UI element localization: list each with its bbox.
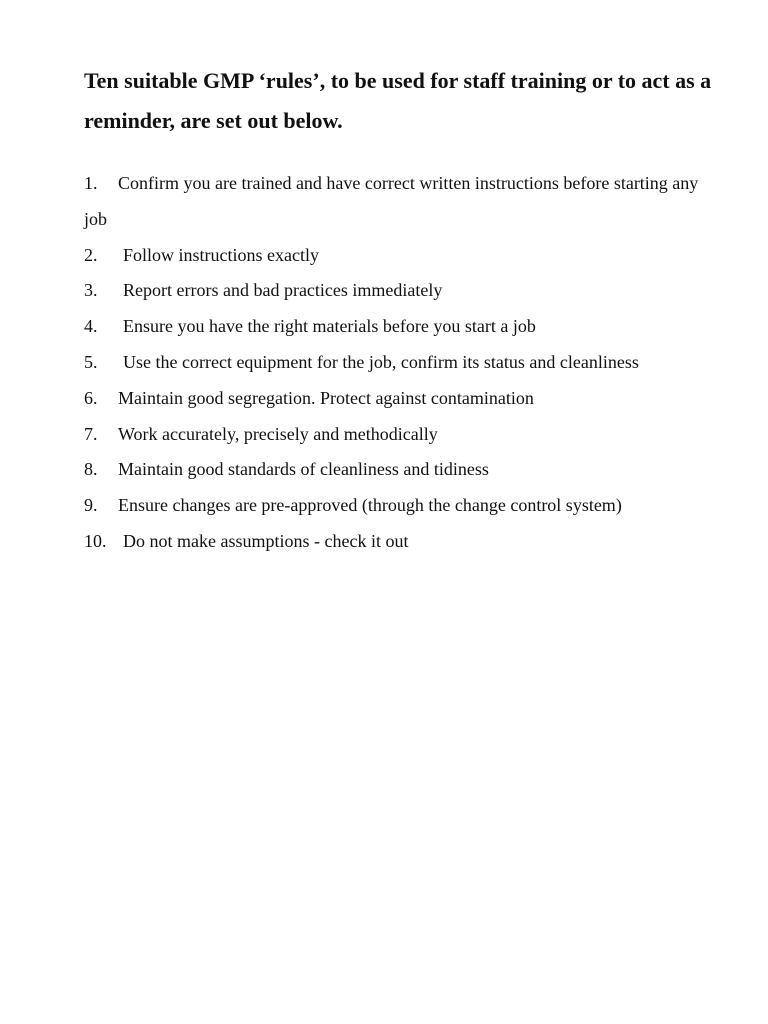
rule-number: 10. <box>84 530 107 551</box>
rule-text: Work accurately, precisely and methodically <box>118 423 438 444</box>
rule-number: 8. <box>84 459 98 480</box>
rule-number: 5. <box>84 351 98 372</box>
rule-text: Maintain good segregation. Protect against contamination <box>118 387 534 408</box>
rule-number: 1. <box>84 173 98 193</box>
rule-text: Maintain good standards of cleanliness and tidiness <box>118 459 489 480</box>
rule-item-2 <box>84 238 744 274</box>
rule-number: 4. <box>84 316 98 337</box>
rule-item-7 <box>84 417 744 453</box>
rule-text: Confirm you are trained and have correct written instructions before starting any job <box>84 173 699 229</box>
rule-number: 3. <box>84 280 98 301</box>
gmp-rules-list <box>84 166 744 560</box>
rule-number: 7. <box>84 423 98 444</box>
rule-text: Use the correct equipment for the job, confirm its status and cleanliness <box>123 351 639 372</box>
rule-item-10 <box>84 524 744 560</box>
rule-text: Follow instructions exactly <box>123 244 319 265</box>
rule-item-8 <box>84 452 744 488</box>
rule-text: Report errors and bad practices immediately <box>123 280 443 301</box>
rule-item-9 <box>84 488 744 524</box>
rule-item-1 <box>84 166 704 238</box>
rule-text: Ensure you have the right materials before you start a job <box>123 316 536 337</box>
rule-text: Ensure changes are pre-approved (through the change control system) <box>118 495 622 516</box>
rule-number: 9. <box>84 495 98 516</box>
rule-item-6 <box>84 381 744 417</box>
rule-item-3 <box>84 273 744 309</box>
rule-item-4 <box>84 309 744 345</box>
rule-number: 2. <box>84 244 98 265</box>
rule-number: 6. <box>84 387 98 408</box>
document-heading: Ten suitable GMP ‘rules’, to be used for staff training or to act as a reminder, are set out below. <box>84 68 712 133</box>
rule-item-5 <box>84 345 744 381</box>
rule-text: Do not make assumptions - check it out <box>123 530 409 551</box>
